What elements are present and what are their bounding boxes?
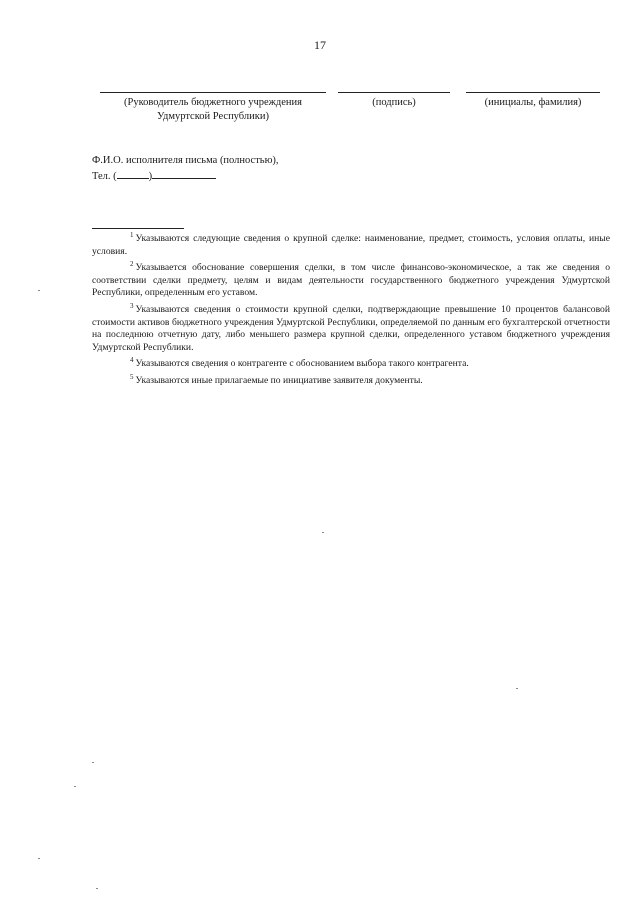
scan-speck xyxy=(38,858,40,859)
footnotes xyxy=(92,229,610,388)
footnote-5 xyxy=(92,371,610,388)
phone-label: Тел. ( xyxy=(92,171,117,182)
signature-caption: (подпись) xyxy=(372,97,416,108)
footnote-mark: 2 xyxy=(130,260,134,269)
footnote-4 xyxy=(92,354,610,371)
footnote-1 xyxy=(92,229,610,258)
footnote-3 xyxy=(92,300,610,354)
footnote-mark: 5 xyxy=(130,372,134,381)
phone-code-blank xyxy=(117,168,149,179)
phone-close-paren: ) xyxy=(148,171,153,182)
footnote-mark: 4 xyxy=(130,356,134,365)
scan-speck xyxy=(92,762,94,763)
scan-speck xyxy=(38,290,40,291)
scan-speck xyxy=(74,786,76,787)
footnote-2 xyxy=(92,258,610,300)
footnote-text: Указываются сведения о стоимости крупной сделки, подтверждающие превышение 10 процентов балансовой стоимости активов бюджетного учреждения Удмуртской Республики, определяемой по данным его бухгалтерской отчетности на последнюю отчетную дату, либо меньшего размера крупной сделки, определенного уставом бюджетного учреждения Удмуртской Республики. xyxy=(92,303,610,353)
footnote-text: Указывается обоснование совершения сделки, в том числе финансово-экономическое, а так же сведения о соответствии сделки предмету, целям и видам деятельности государственного бюджетного учреждения Удмуртской Республики, определенным его уставом. xyxy=(92,262,610,299)
signature-line xyxy=(338,92,450,93)
executor-block xyxy=(92,154,279,184)
initials-caption: (инициалы, фамилия) xyxy=(484,97,582,108)
initials-line xyxy=(466,92,600,93)
head-caption-line2: Удмуртской Республики) xyxy=(157,111,269,122)
head-signature-line xyxy=(100,92,326,93)
footnote-text: Указываются иные прилагаемые по инициативе заявителя документы. xyxy=(135,374,423,386)
phone-number-blank xyxy=(152,168,216,179)
head-caption xyxy=(100,96,326,124)
footnote-text: Указываются сведения о контрагенте с обоснованием выбора такого контрагента. xyxy=(135,358,469,370)
scan-speck xyxy=(96,888,98,889)
scan-speck xyxy=(322,532,324,533)
scan-speck xyxy=(516,688,518,689)
footnote-text: Указываются следующие сведения о крупной сделке: наименование, предмет, стоимость, условия оплаты, иные условия. xyxy=(92,233,610,257)
footnote-mark: 1 xyxy=(130,231,134,239)
executor-phone-row xyxy=(92,168,279,184)
executor-name-label: Ф.И.О. исполнителя письма (полностью), xyxy=(92,155,279,166)
footnote-mark: 3 xyxy=(130,301,134,310)
head-caption-line1: (Руководитель бюджетного учреждения xyxy=(123,97,303,108)
page-number: 17 xyxy=(314,38,326,52)
